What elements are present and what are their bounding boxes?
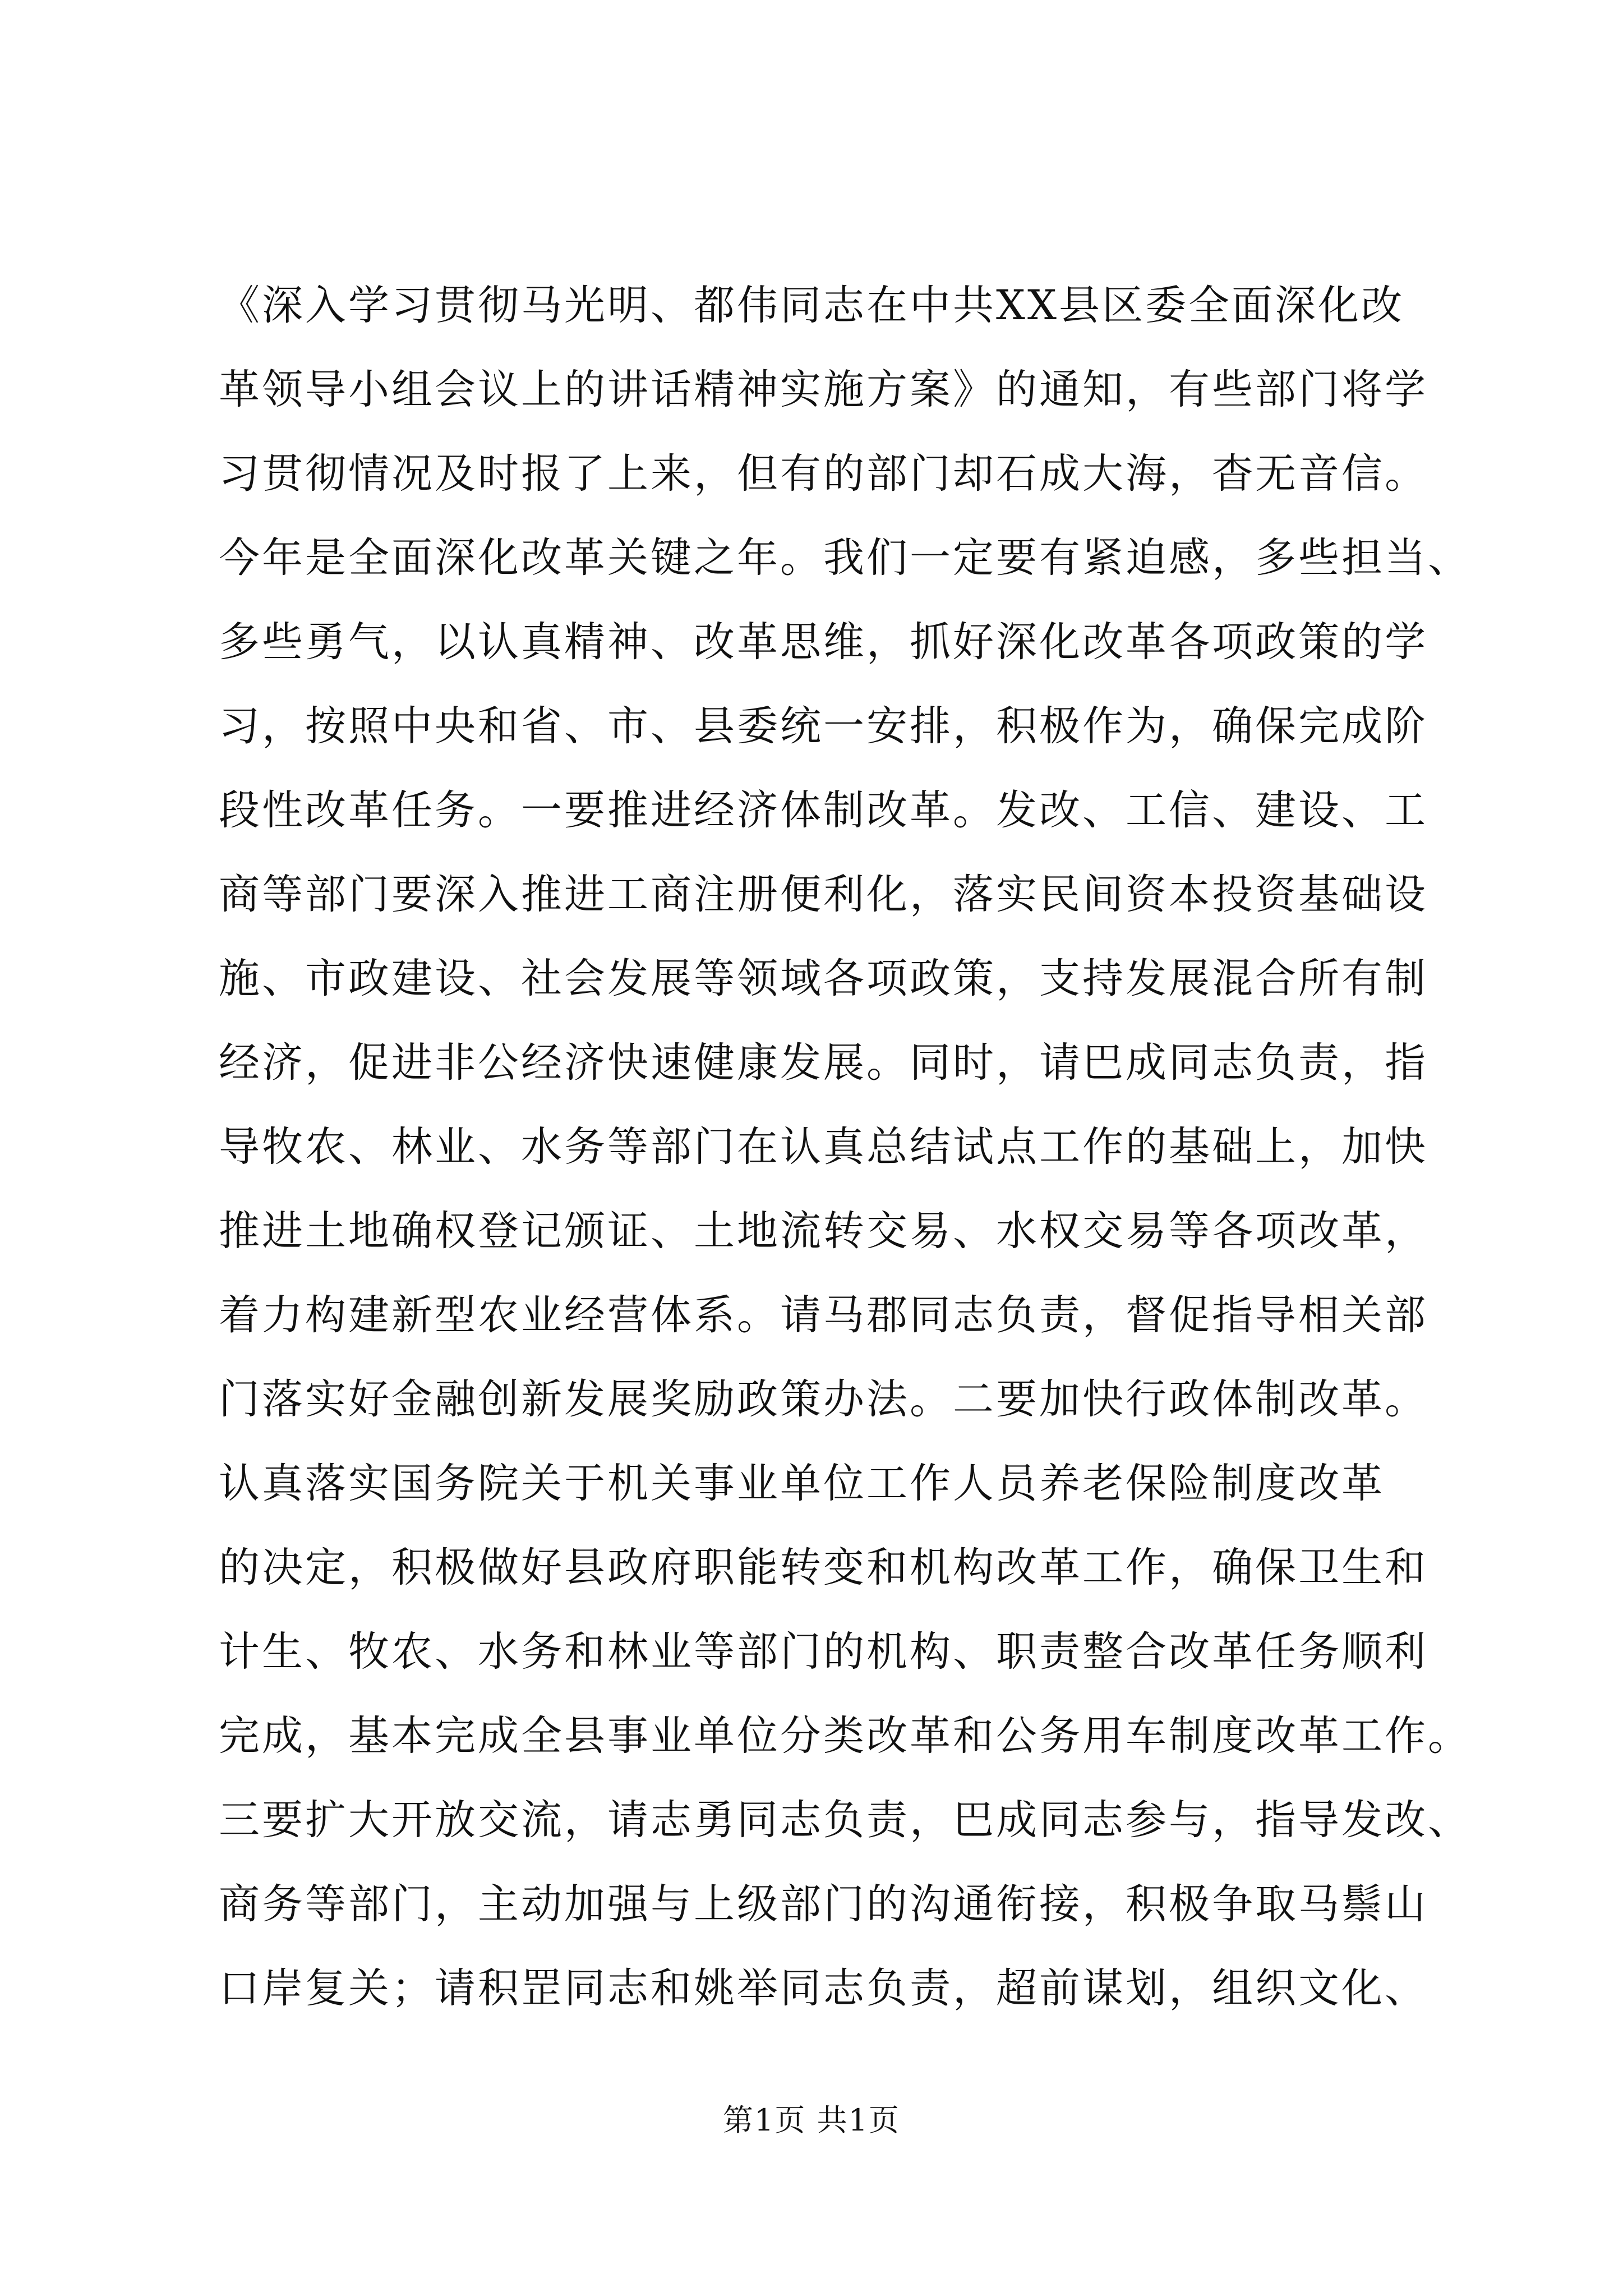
text-line: 商务等部门，主动加强与上级部门的沟通衔接，积极争取马鬃山 xyxy=(219,1880,1428,1928)
text-line: 革领导小组会议上的讲话精神实施方案》的通知，有些部门将学 xyxy=(219,366,1428,413)
text-line: 今年是全面深化改革关键之年。我们一定要有紧迫感，多些担当、 xyxy=(219,534,1471,582)
text-line: 施、市政建设、社会发展等领域各项政策，支持发展混合所有制 xyxy=(219,955,1428,1002)
text-line: 认真落实国务院关于机关事业单位工作人员养老保险制度改革 xyxy=(219,1460,1385,1507)
text-line: 着力构建新型农业经营体系。请马郡同志负责，督促指导相关部 xyxy=(219,1291,1428,1339)
text-line: 计生、牧农、水务和林业等部门的机构、职责整合改革任务顺利 xyxy=(219,1628,1428,1676)
text-line: 经济，促进非公经济快速健康发展。同时，请巴成同志负责，指 xyxy=(219,1039,1428,1087)
text-line: 习贯彻情况及时报了上来，但有的部门却石成大海，杳无音信。 xyxy=(219,450,1428,498)
text-line: 三要扩大开放交流，请志勇同志负责，巴成同志参与，指导发改、 xyxy=(219,1796,1471,1844)
document-body xyxy=(219,264,1471,2031)
text-line: 段性改革任务。一要推进经济体制改革。发改、工信、建设、工 xyxy=(219,786,1428,834)
text-line: 导牧农、林业、水务等部门在认真总结试点工作的基础上，加快 xyxy=(219,1123,1428,1171)
text-line: 商等部门要深入推进工商注册便利化，落实民间资本投资基础设 xyxy=(219,871,1428,918)
text-line: 多些勇气，以认真精神、改革思维，抓好深化改革各项政策的学 xyxy=(219,618,1428,666)
text-line: 的决定，积极做好县政府职能转变和机构改革工作，确保卫生和 xyxy=(219,1544,1428,1591)
text-line: 《深入学习贯彻马光明、都伟同志在中共XX县区委全面深化改 xyxy=(219,282,1404,329)
page-number-footer: 第1页 共1页 xyxy=(723,2102,900,2138)
text-line: 门落实好金融创新发展奖励政策办法。二要加快行政体制改革。 xyxy=(219,1375,1428,1423)
text-line: 习，按照中央和省、市、县委统一安排，积极作为，确保完成阶 xyxy=(219,702,1428,750)
text-line: 口岸复关；请积罡同志和姚举同志负责，超前谋划，组织文化、 xyxy=(219,1964,1428,2012)
text-line: 完成，基本完成全县事业单位分类改革和公务用车制度改革工作。 xyxy=(219,1712,1471,1760)
text-line: 推进土地确权登记颁证、土地流转交易、水权交易等各项改革， xyxy=(219,1207,1428,1255)
